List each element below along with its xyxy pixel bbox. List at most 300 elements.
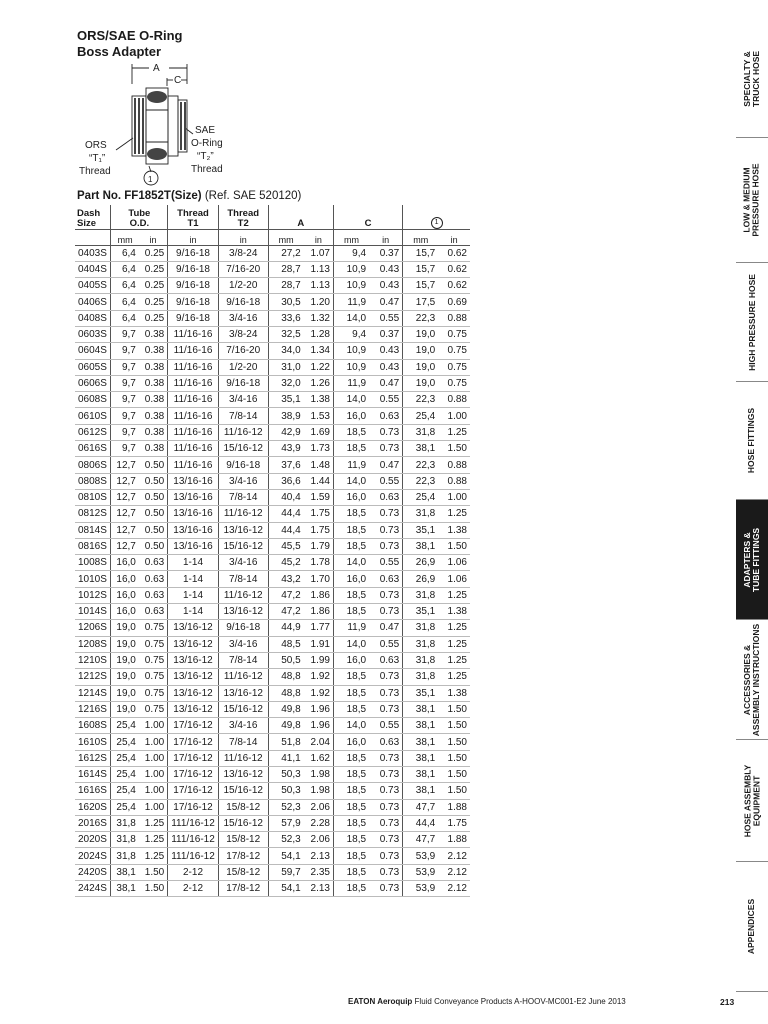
table-cell: 1012S [75, 587, 111, 603]
table-cell: 50,5 [268, 652, 304, 668]
table-cell: 0408S [75, 310, 111, 326]
table-cell: 11,9 [334, 457, 370, 473]
table-cell: 0.50 [139, 538, 168, 554]
tab-hose-assembly-equipment[interactable] [736, 740, 768, 862]
table-cell: 1608S [75, 718, 111, 734]
table-cell: 0610S [75, 408, 111, 424]
table-cell: 9/16-18 [218, 457, 268, 473]
table-cell: 7/8-14 [218, 652, 268, 668]
table-cell: 9,7 [111, 408, 139, 424]
table-cell: 47,2 [268, 587, 304, 603]
table-cell: 1.25 [438, 620, 470, 636]
table-cell: 13/16-12 [218, 685, 268, 701]
table-cell: 9,7 [111, 441, 139, 457]
spec-table [75, 205, 470, 897]
table-cell: 22,3 [403, 457, 439, 473]
table-cell: 0.63 [139, 571, 168, 587]
table-cell: 38,9 [268, 408, 304, 424]
table-cell: 47,7 [403, 832, 439, 848]
table-cell: 11/16-12 [218, 424, 268, 440]
tab-label: ACCESSORIES & ASSEMBLY INSTRUCTIONS [742, 623, 761, 736]
table-cell: 2020S [75, 832, 111, 848]
table-cell: 18,5 [334, 783, 370, 799]
table-cell: 1.25 [438, 652, 470, 668]
table-cell: 1.86 [304, 604, 334, 620]
table-cell: 2.12 [438, 848, 470, 864]
table-cell: 1.00 [139, 799, 168, 815]
table-cell: 38,1 [403, 734, 439, 750]
table-cell: 0.38 [139, 424, 168, 440]
table-row [75, 799, 470, 815]
table-cell: 13/16-16 [168, 489, 219, 505]
table-cell: 18,5 [334, 767, 370, 783]
table-cell: 0.38 [139, 375, 168, 391]
table-cell: 0816S [75, 538, 111, 554]
table-cell: 10,9 [334, 278, 370, 294]
footer-brand: EATON Aeroquip [348, 997, 413, 1006]
table-cell: 1-14 [168, 555, 219, 571]
table-cell: 36,6 [268, 473, 304, 489]
table-cell: 25,4 [403, 408, 439, 424]
table-row [75, 734, 470, 750]
table-cell: 30,5 [268, 294, 304, 310]
table-cell: 1014S [75, 604, 111, 620]
table-cell: 50,3 [268, 783, 304, 799]
table-cell: 3/4-16 [218, 310, 268, 326]
ors-label: ORS [85, 140, 107, 151]
table-cell: 1.25 [438, 636, 470, 652]
tab-adapters-tube-fittings[interactable] [736, 500, 768, 620]
table-cell: 19,0 [111, 685, 139, 701]
dim-c-label: C [174, 75, 182, 86]
table-cell: 9/16-18 [168, 294, 219, 310]
table-cell: 11/16-12 [218, 750, 268, 766]
table-cell: 0.55 [369, 392, 403, 408]
table-cell: 1.96 [304, 718, 334, 734]
table-cell: 16,0 [334, 652, 370, 668]
table-cell: 0.69 [438, 294, 470, 310]
table-cell: 31,8 [403, 669, 439, 685]
table-cell: 1.78 [304, 555, 334, 571]
table-cell: 13/16-16 [168, 522, 219, 538]
header-a: A [268, 205, 333, 229]
table-cell: 14,0 [334, 310, 370, 326]
unit-cell: in [218, 229, 268, 245]
table-cell: 0.43 [369, 343, 403, 359]
table-cell: 1.20 [304, 294, 334, 310]
table-cell: 51,8 [268, 734, 304, 750]
table-cell: 6,4 [111, 245, 139, 261]
table-cell: 0.50 [139, 473, 168, 489]
tab-specialty-truck-hose[interactable] [736, 20, 768, 138]
table-cell: 1.25 [139, 848, 168, 864]
table-cell: 17/16-12 [168, 718, 219, 734]
table-cell: 26,9 [403, 555, 439, 571]
table-cell: 13/16-12 [218, 604, 268, 620]
table-cell: 0.73 [369, 799, 403, 815]
adapter-diagram [77, 58, 237, 190]
table-cell: 0.73 [369, 538, 403, 554]
table-cell: 1.75 [304, 522, 334, 538]
header-thread-t1: Thread T1 [168, 205, 219, 229]
table-cell: 0.75 [139, 620, 168, 636]
table-cell: 1.06 [438, 571, 470, 587]
table-cell: 0812S [75, 506, 111, 522]
tab-appendices[interactable] [736, 862, 768, 992]
table-cell: 2016S [75, 815, 111, 831]
table-cell: 18,5 [334, 522, 370, 538]
table-cell: 2.12 [438, 881, 470, 897]
tab-hose-fittings[interactable] [736, 382, 768, 500]
table-cell: 13/16-16 [168, 473, 219, 489]
table-cell: 14,0 [334, 473, 370, 489]
table-cell: 7/8-14 [218, 734, 268, 750]
table-cell: 0.88 [438, 457, 470, 473]
table-cell: 18,5 [334, 604, 370, 620]
table-cell: 0.38 [139, 359, 168, 375]
table-cell: 0.63 [139, 587, 168, 603]
table-cell: 1.88 [438, 799, 470, 815]
table-cell: 12,7 [111, 522, 139, 538]
part-label: Part No. FF1852T(Size) [77, 190, 202, 202]
table-cell: 1.50 [139, 881, 168, 897]
table-cell: 9,4 [334, 326, 370, 342]
table-cell: 48,8 [268, 685, 304, 701]
tab-accessories-assembly-instructions[interactable] [736, 620, 768, 740]
table-cell: 1.98 [304, 767, 334, 783]
table-cell: 3/4-16 [218, 555, 268, 571]
table-cell: 0.37 [369, 326, 403, 342]
table-cell: 1.13 [304, 278, 334, 294]
table-cell: 0.62 [438, 261, 470, 277]
table-cell: 25,4 [111, 783, 139, 799]
table-row [75, 669, 470, 685]
table-cell: 49,8 [268, 701, 304, 717]
table-cell: 2.28 [304, 815, 334, 831]
tab-label: ADAPTERS & TUBE FITTINGS [742, 527, 762, 592]
table-cell: 44,9 [268, 620, 304, 636]
table-cell: 12,7 [111, 489, 139, 505]
table-cell: 9/16-18 [218, 620, 268, 636]
table-cell: 0.73 [369, 506, 403, 522]
table-row [75, 441, 470, 457]
table-cell: 15,7 [403, 245, 439, 261]
table-cell: 0.50 [139, 457, 168, 473]
table-cell: 11/16-16 [168, 424, 219, 440]
dim-a-label: A [153, 63, 160, 74]
table-row [75, 375, 470, 391]
page-number: 213 [720, 997, 735, 1007]
table-row [75, 261, 470, 277]
table-cell: 53,9 [403, 864, 439, 880]
table-cell: 0.73 [369, 424, 403, 440]
table-row [75, 506, 470, 522]
table-cell: 17/16-12 [168, 750, 219, 766]
table-cell: 1.70 [304, 571, 334, 587]
table-cell: 1216S [75, 701, 111, 717]
header-dash-size: Dash Size [75, 205, 111, 229]
table-cell: 11/16-16 [168, 392, 219, 408]
table-cell: 2.06 [304, 832, 334, 848]
header-thread-t2: Thread T2 [218, 205, 268, 229]
table-cell: 0.88 [438, 473, 470, 489]
table-cell: 6,4 [111, 278, 139, 294]
table-cell: 0.73 [369, 881, 403, 897]
table-cell: 0.73 [369, 783, 403, 799]
table-cell: 0.88 [438, 310, 470, 326]
table-cell: 19,0 [403, 359, 439, 375]
table-row [75, 620, 470, 636]
table-cell: 15/16-12 [218, 538, 268, 554]
table-cell: 15/16-12 [218, 783, 268, 799]
table-cell: 13/16-12 [168, 636, 219, 652]
table-cell: 7/8-14 [218, 571, 268, 587]
table-cell: 1.00 [139, 718, 168, 734]
table-cell: 42,9 [268, 424, 304, 440]
unit-cell: mm [111, 229, 139, 245]
table-cell: 111/16-12 [168, 815, 219, 831]
tab-high-pressure-hose[interactable] [736, 263, 768, 382]
table-cell: 0.63 [139, 555, 168, 571]
table-cell: 34,0 [268, 343, 304, 359]
table-cell: 3/8-24 [218, 326, 268, 342]
table-cell: 0.47 [369, 457, 403, 473]
table-cell: 1.73 [304, 441, 334, 457]
table-cell: 0.75 [139, 636, 168, 652]
table-cell: 1.50 [438, 718, 470, 734]
table-cell: 18,5 [334, 750, 370, 766]
table-cell: 9/16-18 [218, 375, 268, 391]
table-cell: 9,4 [334, 245, 370, 261]
table-cell: 0.55 [369, 473, 403, 489]
table-cell: 0.73 [369, 685, 403, 701]
table-cell: 25,4 [111, 734, 139, 750]
table-cell: 0.55 [369, 555, 403, 571]
table-cell: 0406S [75, 294, 111, 310]
unit-cell: in [438, 229, 470, 245]
spec-table-body [75, 245, 470, 897]
table-cell: 11/16-16 [168, 375, 219, 391]
ors-thread-label: Thread [79, 166, 111, 177]
table-cell: 1008S [75, 555, 111, 571]
table-cell: 47,2 [268, 604, 304, 620]
table-cell: 16,0 [111, 604, 139, 620]
table-cell: 3/4-16 [218, 473, 268, 489]
unit-cell: mm [403, 229, 439, 245]
table-cell: 0.25 [139, 261, 168, 277]
table-cell: 1.25 [139, 832, 168, 848]
table-cell: 2.06 [304, 799, 334, 815]
table-cell: 41,1 [268, 750, 304, 766]
table-cell: 52,3 [268, 799, 304, 815]
table-cell: 11/16-16 [168, 441, 219, 457]
table-cell: 6,4 [111, 261, 139, 277]
table-cell: 0.73 [369, 522, 403, 538]
table-cell: 0.73 [369, 815, 403, 831]
table-cell: 0.43 [369, 261, 403, 277]
table-cell: 0.62 [438, 278, 470, 294]
table-cell: 44,4 [268, 522, 304, 538]
table-row [75, 832, 470, 848]
table-cell: 1206S [75, 620, 111, 636]
table-cell: 0.73 [369, 587, 403, 603]
table-cell: 1.50 [438, 538, 470, 554]
table-row [75, 392, 470, 408]
tab-label: HIGH PRESSURE HOSE [746, 273, 757, 371]
table-cell: 16,0 [334, 571, 370, 587]
table-cell: 1.62 [304, 750, 334, 766]
table-row [75, 538, 470, 554]
table-cell: 0.75 [139, 652, 168, 668]
table-cell: 25,4 [111, 750, 139, 766]
table-cell: 0606S [75, 375, 111, 391]
table-row [75, 522, 470, 538]
table-cell: 19,0 [403, 343, 439, 359]
table-cell: 44,4 [268, 506, 304, 522]
table-cell: 22,3 [403, 392, 439, 408]
table-cell: 26,9 [403, 571, 439, 587]
tab-label: HOSE ASSEMBLY EQUIPMENT [742, 764, 761, 837]
table-cell: 14,0 [334, 555, 370, 571]
table-cell: 2424S [75, 881, 111, 897]
table-cell: 15,7 [403, 278, 439, 294]
table-cell: 31,8 [403, 424, 439, 440]
table-cell: 1610S [75, 734, 111, 750]
table-cell: 28,7 [268, 261, 304, 277]
table-cell: 16,0 [334, 734, 370, 750]
table-row [75, 848, 470, 864]
table-cell: 54,1 [268, 881, 304, 897]
part-ref: (Ref. SAE 520120) [204, 190, 302, 202]
table-cell: 0.63 [369, 734, 403, 750]
table-cell: 38,1 [403, 750, 439, 766]
table-cell: 0.73 [369, 441, 403, 457]
table-cell: 0.25 [139, 245, 168, 261]
table-cell: 11/16-12 [218, 587, 268, 603]
table-cell: 0.63 [369, 489, 403, 505]
table-cell: 0.75 [438, 375, 470, 391]
table-cell: 17/8-12 [218, 881, 268, 897]
table-cell: 25,4 [111, 799, 139, 815]
table-cell: 18,5 [334, 587, 370, 603]
table-cell: 14,0 [334, 392, 370, 408]
table-cell: 16,0 [334, 489, 370, 505]
table-cell: 13/16-16 [168, 506, 219, 522]
table-cell: 9,7 [111, 424, 139, 440]
ors-t1-label: “T₁” [89, 153, 106, 164]
table-cell: 9,7 [111, 326, 139, 342]
table-cell: 0.25 [139, 278, 168, 294]
table-cell: 45,2 [268, 555, 304, 571]
table-cell: 33,6 [268, 310, 304, 326]
table-cell: 10,9 [334, 261, 370, 277]
table-row [75, 245, 470, 261]
table-row [75, 783, 470, 799]
table-cell: 9,7 [111, 359, 139, 375]
table-cell: 9/16-18 [168, 310, 219, 326]
tab-label: APPENDICES [746, 898, 757, 955]
table-cell: 2-12 [168, 864, 219, 880]
table-cell: 1.79 [304, 538, 334, 554]
table-cell: 31,8 [403, 587, 439, 603]
table-cell: 38,1 [403, 538, 439, 554]
table-row [75, 767, 470, 783]
tab-label: HOSE FITTINGS [746, 407, 757, 474]
table-cell: 52,3 [268, 832, 304, 848]
table-cell: 0403S [75, 245, 111, 261]
table-cell: 18,5 [334, 538, 370, 554]
table-cell: 9,7 [111, 392, 139, 408]
table-cell: 0808S [75, 473, 111, 489]
table-cell: 31,8 [111, 832, 139, 848]
title-line-2: Boss Adapter [77, 44, 162, 59]
table-cell: 0.63 [369, 652, 403, 668]
table-cell: 22,3 [403, 473, 439, 489]
table-cell: 0.50 [139, 489, 168, 505]
section-tabs [736, 20, 768, 1024]
table-cell: 15/16-12 [218, 701, 268, 717]
table-cell: 0.63 [139, 604, 168, 620]
table-cell: 37,6 [268, 457, 304, 473]
footer-text: Fluid Conveyance Products A-HOOV-MC001-E2 June 2013 [414, 997, 626, 1006]
table-cell: 35,1 [403, 522, 439, 538]
table-cell: 0.75 [139, 685, 168, 701]
table-cell: 0.75 [438, 326, 470, 342]
table-cell: 1.50 [438, 783, 470, 799]
table-cell: 1.13 [304, 261, 334, 277]
table-row [75, 571, 470, 587]
table-cell: 13/16-12 [168, 701, 219, 717]
table-cell: 1620S [75, 799, 111, 815]
table-cell: 1.22 [304, 359, 334, 375]
table-row [75, 881, 470, 897]
table-cell: 0.43 [369, 278, 403, 294]
table-cell: 1.88 [438, 832, 470, 848]
table-cell: 54,1 [268, 848, 304, 864]
table-cell: 1-14 [168, 571, 219, 587]
table-cell: 1.50 [438, 441, 470, 457]
table-cell: 15,7 [403, 261, 439, 277]
unit-cell: in [304, 229, 334, 245]
table-cell: 1.44 [304, 473, 334, 489]
table-cell: 1.99 [304, 652, 334, 668]
table-cell: 0404S [75, 261, 111, 277]
table-cell: 1.50 [438, 767, 470, 783]
footer [348, 997, 626, 1006]
table-cell: 28,7 [268, 278, 304, 294]
table-cell: 9/16-18 [168, 261, 219, 277]
table-cell: 11,9 [334, 620, 370, 636]
tab-low-medium-pressure-hose[interactable] [736, 138, 768, 263]
table-cell: 31,8 [403, 652, 439, 668]
table-cell: 0605S [75, 359, 111, 375]
table-cell: 0.38 [139, 408, 168, 424]
table-cell: 11/16-16 [168, 343, 219, 359]
table-cell: 1.92 [304, 669, 334, 685]
table-cell: 1.50 [438, 734, 470, 750]
table-cell: 0616S [75, 441, 111, 457]
table-row [75, 701, 470, 717]
table-row [75, 718, 470, 734]
table-cell: 31,8 [111, 848, 139, 864]
table-cell: 0.73 [369, 750, 403, 766]
table-cell: 11/16-16 [168, 326, 219, 342]
table-cell: 2420S [75, 864, 111, 880]
table-cell: 31,0 [268, 359, 304, 375]
part-number [77, 190, 301, 202]
table-cell: 1.25 [139, 815, 168, 831]
table-cell: 1.07 [304, 245, 334, 261]
